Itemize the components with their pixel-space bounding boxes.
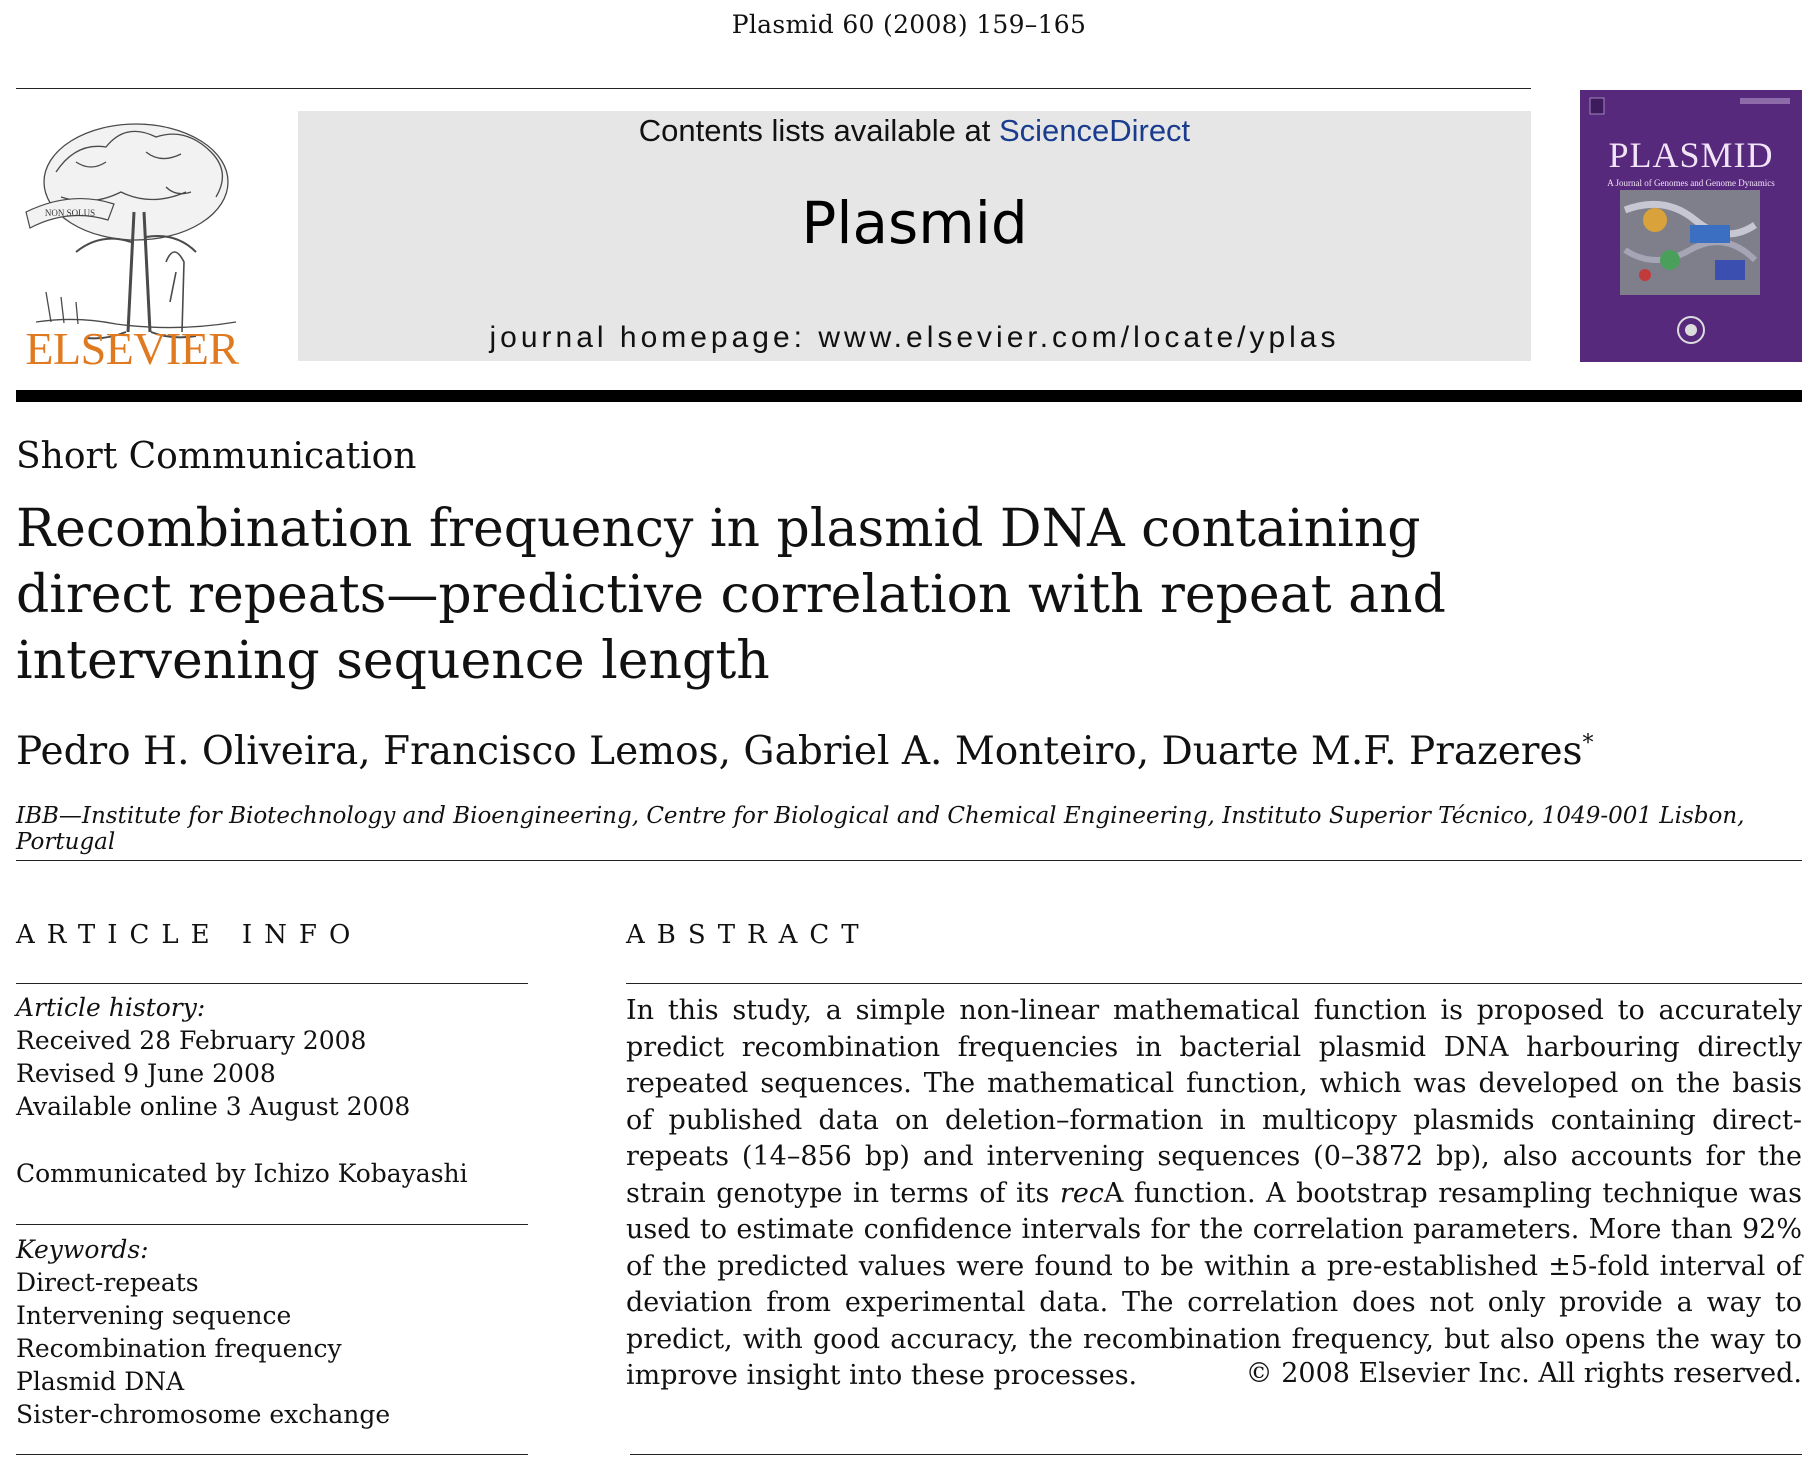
abstract-text-part-1: In this study, a simple non-linear mathematical function is proposed to accurately predict recombination frequencies in bacterial plasmid DNA harbouring directly repeated sequences. The mathematical function, which was developed on the basis of published data on deletion–formation in multicopy plasmids containing direct-repeats (14–856 bp) and intervening sequences (0–3872 bp), also accounts for the strain genotype in terms of its xyxy=(626,995,1802,1209)
article-history xyxy=(16,991,410,1123)
logo-motto: NON SOLUS xyxy=(44,208,96,218)
dna-structure-cover-icon xyxy=(1580,90,1802,362)
elsevier-wordmark: ELSEVIER xyxy=(25,323,239,374)
abstract-bottom-rule xyxy=(630,1454,1802,1455)
article-info-heading: ARTICLE INFO xyxy=(16,920,363,950)
revised-date: Revised 9 June 2008 xyxy=(16,1059,276,1088)
keywords-divider xyxy=(16,1224,528,1225)
copyright-notice: © 2008 Elsevier Inc. All rights reserved. xyxy=(1245,1358,1802,1389)
communicated-by: Communicated by Ichizo Kobayashi xyxy=(16,1159,468,1188)
article-info-divider xyxy=(16,983,528,984)
journal-homepage-link[interactable]: journal homepage: www.elsevier.com/locate/yplas xyxy=(489,321,1340,354)
keyword-item: Plasmid DNA xyxy=(16,1367,185,1396)
keyword-item: Recombination frequency xyxy=(16,1334,342,1363)
abstract-text-part-2: A function. A bootstrap resampling technique was used to estimate confidence intervals for the correlation parameters. More than 92% of the predicted values were found to be within a pre-established ±5-fold interval of deviation from experimental data. The correlation does not only provide a way to predict, with good accuracy, the recombination frequency, but also opens the way to improve insight into these processes. xyxy=(626,1177,1802,1391)
journal-citation: Plasmid 60 (2008) 159–165 xyxy=(731,10,1087,39)
header-divider xyxy=(16,88,1531,89)
journal-cover xyxy=(1580,90,1802,362)
authors-names: Pedro H. Oliveira, Francisco Lemos, Gabriel A. Monteiro, Duarte M.F. Prazeres xyxy=(16,729,1583,774)
article-title: Recombination frequency in plasmid DNA containing direct repeats—predictive correlation with repeat and intervening sequence length xyxy=(16,499,1446,691)
article-info-bottom-rule xyxy=(16,1454,528,1455)
history-label: Article history: xyxy=(16,993,206,1022)
keywords-label: Keywords: xyxy=(16,1235,149,1264)
journal-name: Plasmid xyxy=(801,189,1028,257)
corresponding-author-mark[interactable]: * xyxy=(1582,731,1594,756)
affiliation-divider xyxy=(16,860,1802,861)
sciencedirect-link[interactable]: ScienceDirect xyxy=(998,113,1191,148)
abstract-divider xyxy=(626,983,1802,984)
keyword-item: Intervening sequence xyxy=(16,1301,292,1330)
abstract-heading: ABSTRACT xyxy=(626,920,871,950)
available-online-date: Available online 3 August 2008 xyxy=(16,1092,411,1121)
masthead-divider xyxy=(16,390,1802,402)
article-type: Short Communication xyxy=(16,436,417,477)
abstract-italic-term: rec xyxy=(1059,1177,1104,1209)
keyword-item: Sister-chromosome exchange xyxy=(16,1400,391,1429)
cover-title: PLASMID xyxy=(1608,135,1774,175)
abstract-text xyxy=(626,993,1802,1395)
received-date: Received 28 February 2008 xyxy=(16,1026,367,1055)
contents-prefix: Contents lists available at xyxy=(638,113,999,148)
keyword-item: Direct-repeats xyxy=(16,1268,199,1297)
keywords-list xyxy=(16,1233,390,1431)
contents-availability xyxy=(298,113,1531,149)
cover-subtitle: A Journal of Genomes and Genome Dynamics xyxy=(1607,178,1775,188)
author-affiliation: IBB—Institute for Biotechnology and Bioengineering, Centre for Biological and Chemical Engineering, Instituto Superior Técnico, 1049-001 Lisbon, Portugal xyxy=(16,803,1745,855)
author-list xyxy=(16,729,1594,774)
journal-header-box xyxy=(298,111,1531,361)
